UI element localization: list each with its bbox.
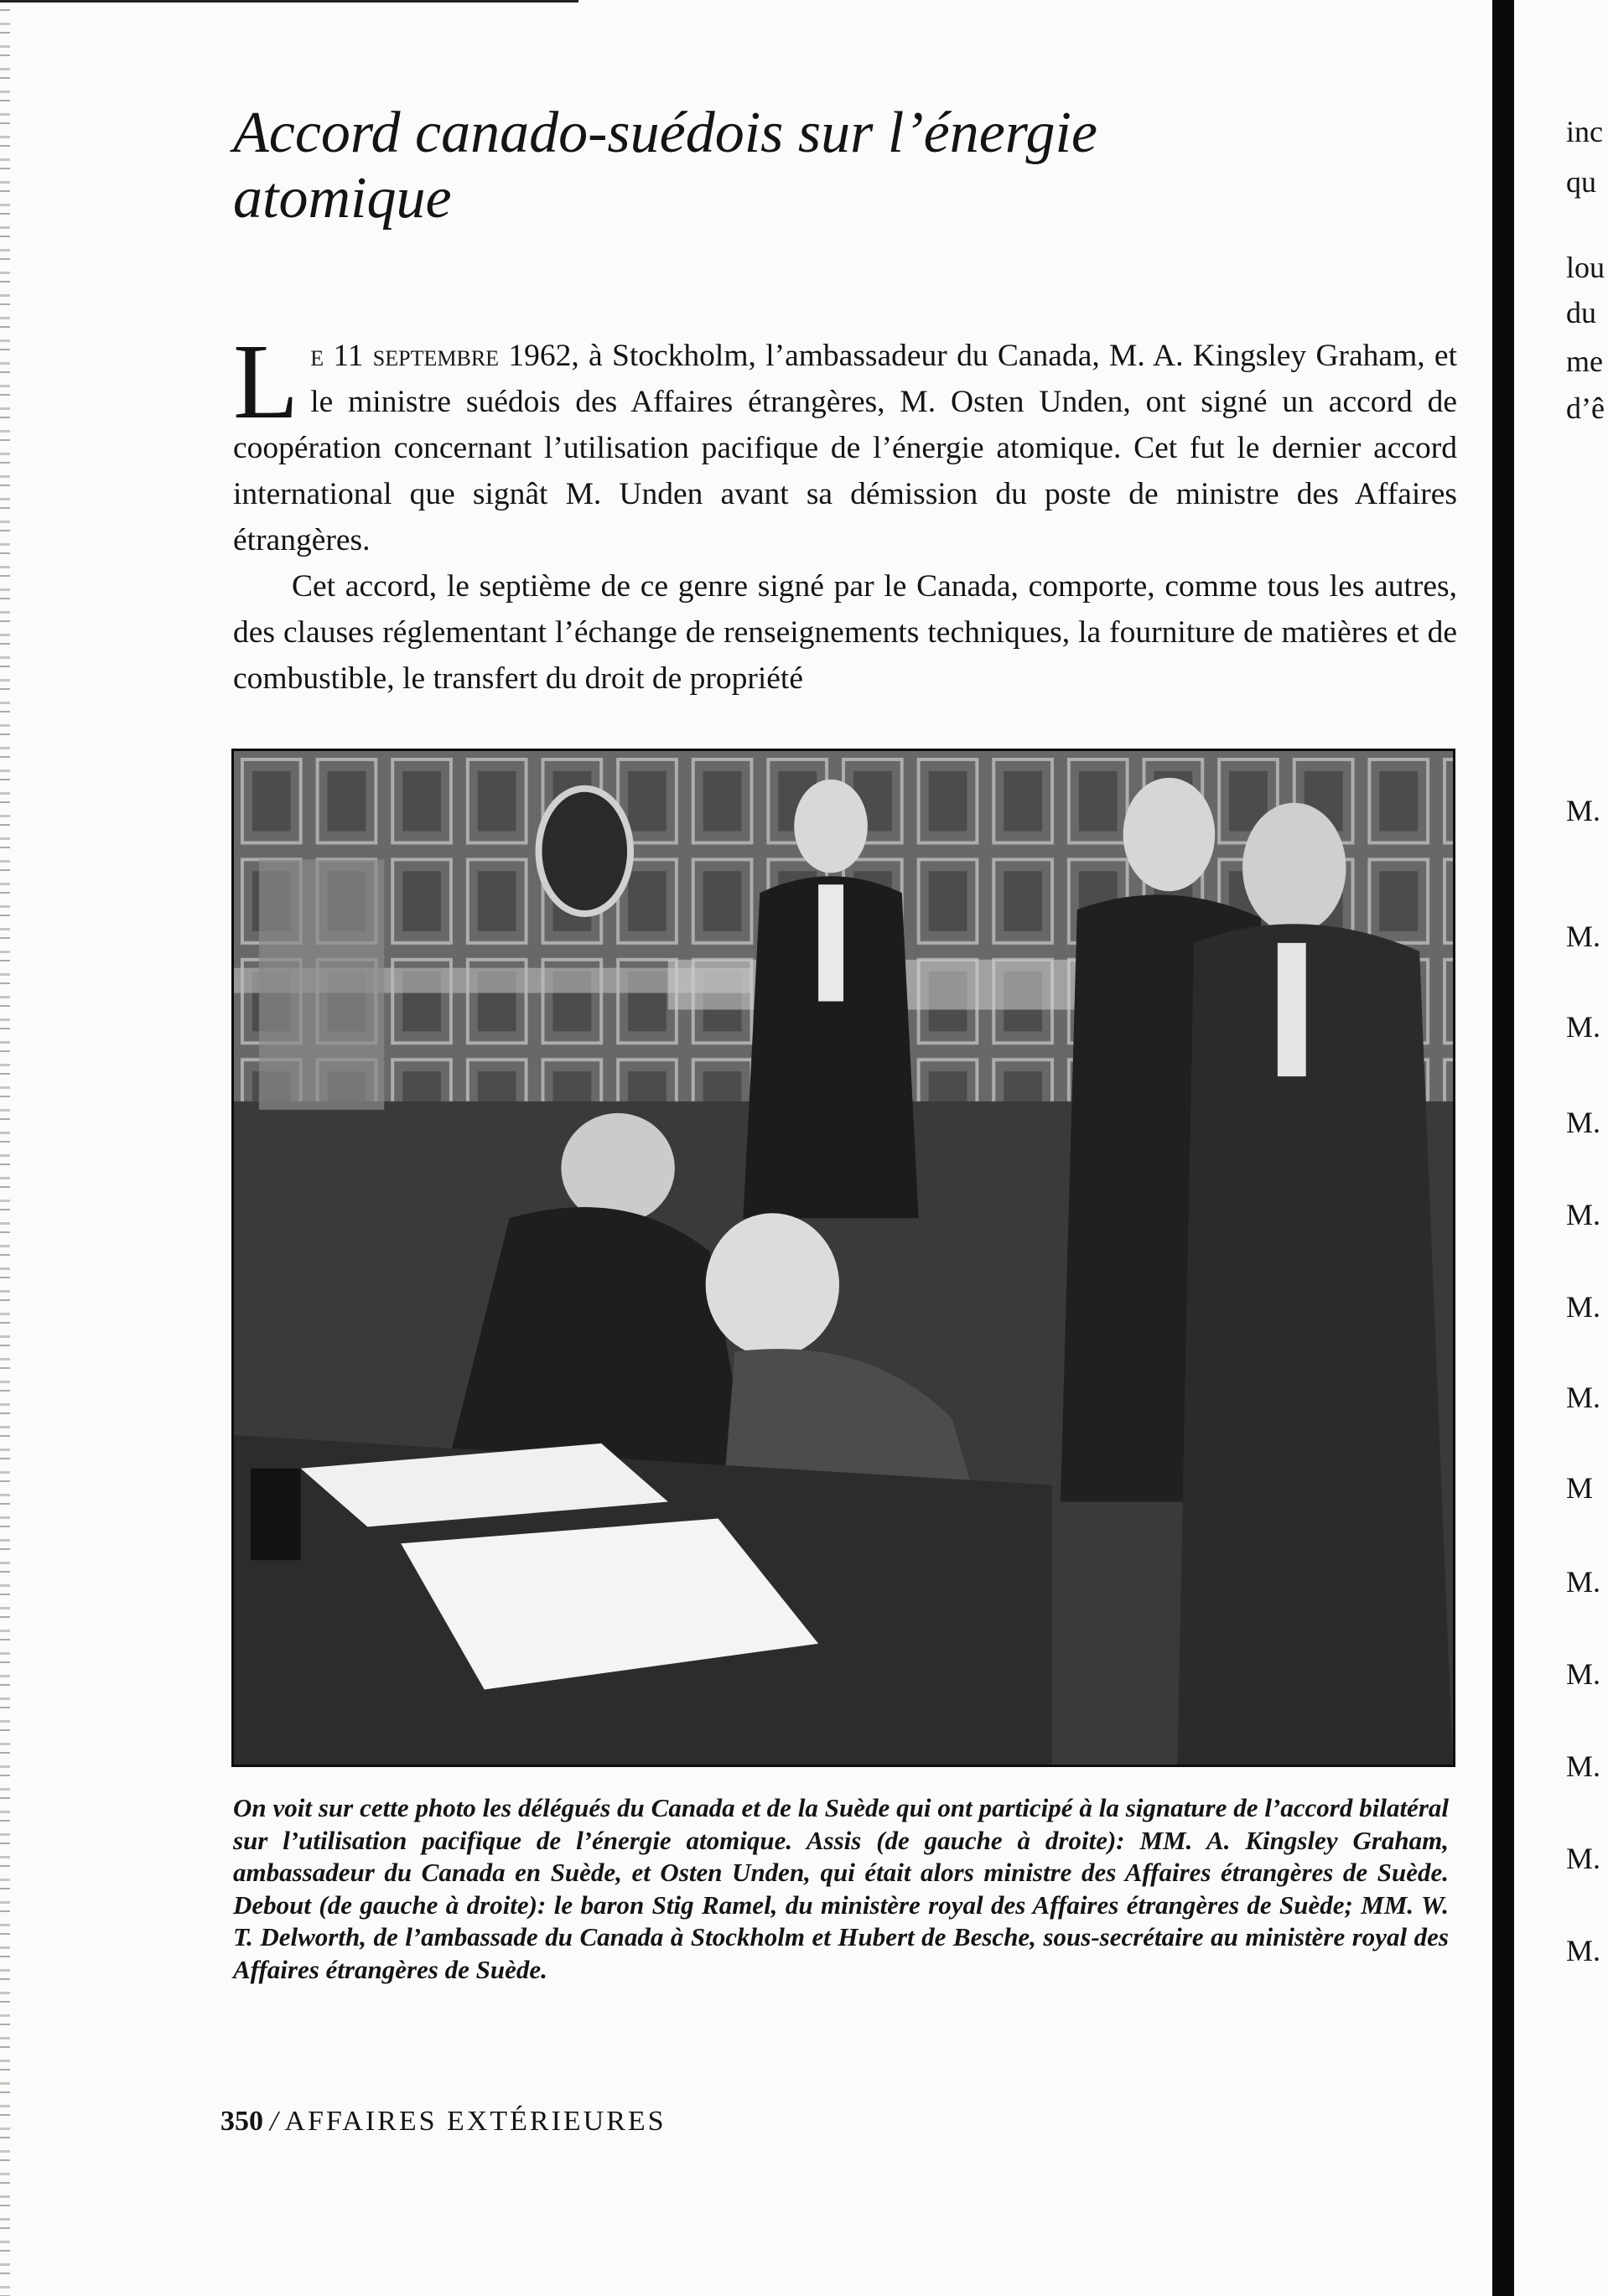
page-binding-edge [0, 0, 10, 2296]
top-rule [0, 0, 578, 3]
paragraph-2: Cet accord, le septième de ce genre signé par le Canada, comporte, comme tous les autres, des clauses réglementant l’échange de renseignements techniques, la fourniture de matières et de combustible, le transfert du droit de propriété [233, 569, 1457, 696]
publication-name: AFFAIRES EXTÉRIEURES [284, 2106, 667, 2137]
title-line-2: atomique [233, 166, 452, 231]
fragment-text: lou [1566, 251, 1605, 284]
paragraph-1-text: 1962, à Stockholm, l’ambassadeur du Canada, M. A. Kingsley Graham, et le ministre suédois des Affaires étrangères, M. Osten Unden, ont signé un accord de coopération concernant l’utilisation pacifique de l’énergie atomique. Cet fut le dernier accord international que signât M. Unden avant sa démission du poste de ministre des Affaires étrangères. [233, 339, 1457, 557]
drop-cap: L [233, 322, 299, 441]
page-gutter-shadow [1492, 0, 1514, 2296]
opening-smallcaps: e 11 septembre [310, 339, 500, 373]
fragment-text: inc [1566, 115, 1603, 148]
fragment-text: M. [1566, 1381, 1601, 1414]
fragment-text: M. [1566, 1749, 1601, 1783]
title-line-1: Accord canado-suédois sur l’énergie [233, 101, 1097, 165]
fragment-text: M. [1566, 1198, 1601, 1231]
fragment-text: M. [1566, 794, 1601, 827]
adjacent-page-fragment [1563, 0, 1608, 2296]
photo-caption: On voit sur cette photo les délégués du Canada et de la Suède qui ont participé à la signature de l’accord bilatéral sur l’utilisation pacifique de l’énergie atomique. Assis (de gauche à droite): MM. A. Kingsley Graham, ambassadeur du Canada en Suède, et Osten Unden, qui était alors ministre des Affaires étrangères de Suède. Debout (de gauche à droite): le baron Stig Ramel, du ministère royal des Affaires étrangères de Suède; MM. W. T. Delworth, de l’ambassade du Canada à Stockholm et Hubert de Besche, sous-secrétaire au ministère royal des Affaires étrangères de Suède. [233, 1793, 1449, 1984]
fragment-text: M [1566, 1471, 1594, 1505]
fragment-text: me [1566, 345, 1603, 378]
signing-ceremony-photo [231, 749, 1455, 1767]
photo-illustration [234, 751, 1453, 1765]
fragment-text: M. [1566, 1106, 1601, 1139]
page-footer [220, 2106, 667, 2138]
article-body [233, 322, 1457, 702]
fragment-text: du [1566, 296, 1596, 329]
fragment-text: d’ê [1566, 391, 1605, 425]
fragment-text: M. [1566, 1657, 1601, 1691]
fragment-text: M. [1566, 1010, 1601, 1044]
fragment-text: M. [1566, 1934, 1601, 1967]
footer-separator: / [270, 2106, 278, 2137]
fragment-text: qu [1566, 165, 1596, 199]
fragment-text: M. [1566, 1842, 1601, 1875]
article-title [233, 101, 1323, 231]
page-number: 350 [220, 2106, 263, 2137]
paragraph-1 [233, 322, 1457, 563]
fragment-text: M. [1566, 1290, 1601, 1324]
fragment-text: M. [1566, 1565, 1601, 1599]
fragment-text: M. [1566, 920, 1601, 953]
